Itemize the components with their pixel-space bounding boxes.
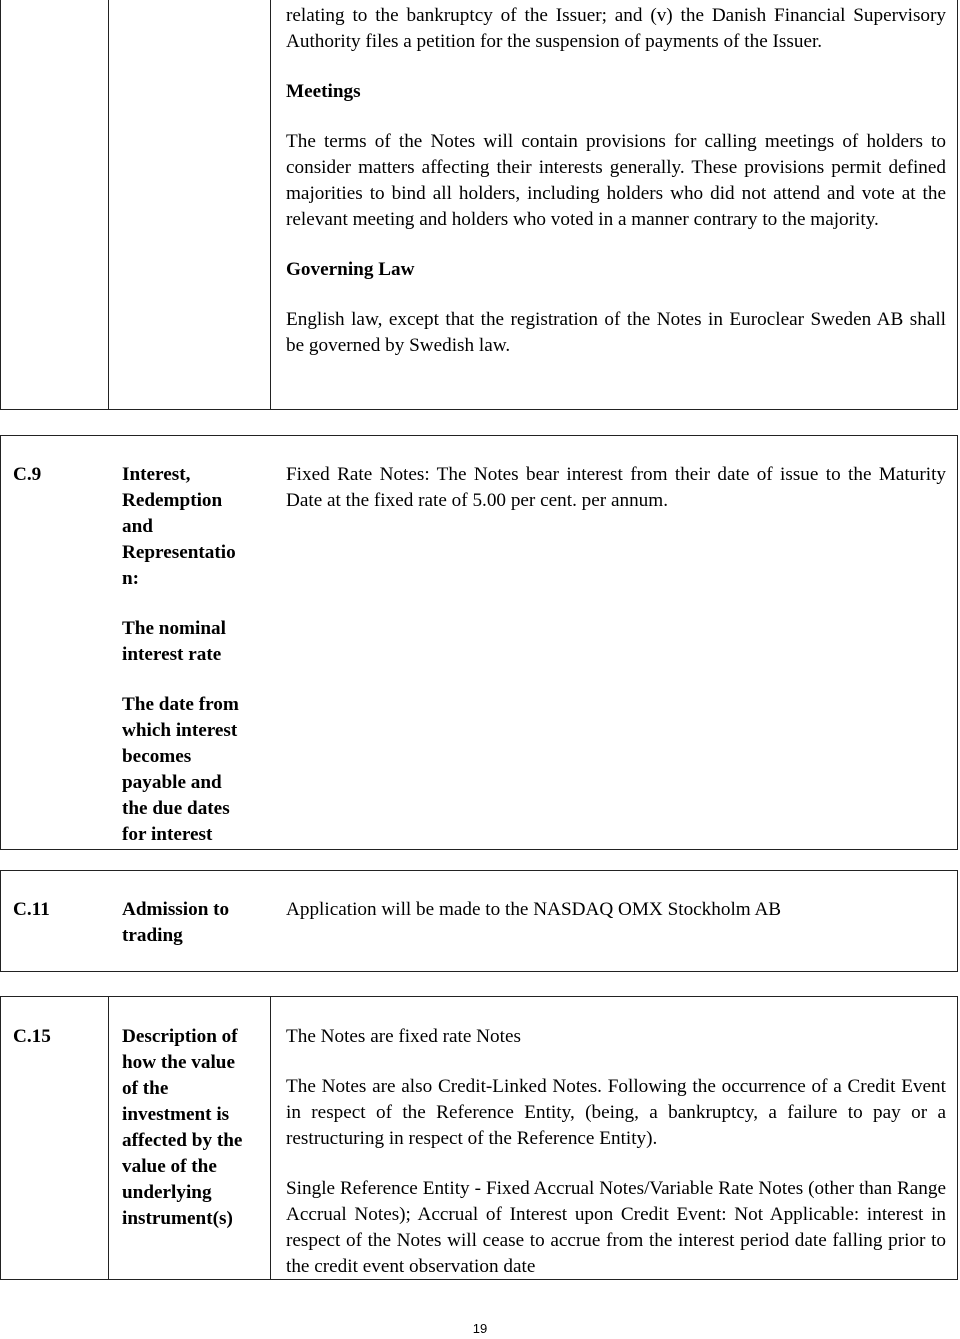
table-section-c15 [0,996,958,1280]
table-section-top [0,0,958,410]
c15-code: C.15 [13,1026,51,1047]
c9-fixed-rate-paragraph: Fixed Rate Notes: The Notes bear interest from their date of issue to the Maturity Date at the fixed rate of 5.00 per cent. per annum. [286,464,946,511]
top-content-cell [286,3,946,359]
governing-law-paragraph: English law, except that the registration of the Notes in Euroclear Sweden AB shall be governed by Swedish law. [286,309,946,356]
c15-fixed-rate-text: The Notes are fixed rate Notes [286,1026,521,1047]
c9-nominal-rate-label: The nominal interest rate [122,618,226,665]
c15-title: Description of how the value of the investment is affected by the value of the underlying instrument(s) [122,1026,243,1229]
c9-interest-dates-label: The date from which interest becomes payable and the due dates for interest [122,694,239,845]
c15-reference-entity-paragraph: Single Reference Entity - Fixed Accrual Notes/Variable Rate Notes (other than Range Accrual Notes); Accrual of Interest upon Credit Event: Not Applicable: interest in respect of the Notes will cease to accrue from the interest period date falling prior to the credit event observation date [286,1178,946,1277]
c15-content-cell [286,1024,946,1280]
page-number: 19 [472,1321,488,1336]
c9-title: Interest, Redemption and Representatio n: [122,464,236,589]
meetings-paragraph: The terms of the Notes will contain provisions for calling meetings of holders to consider matters affecting their interests generally. These provisions permit defined majorities to bind all holders, including holders who did not attend and vote at the relevant meeting and holders who voted in a manner contrary to the majority. [286,131,946,230]
c11-code: C.11 [13,899,50,920]
table-section-c11 [0,870,958,972]
c9-code: C.9 [13,464,42,485]
table-section-c9 [0,435,958,850]
c11-admission-text: Application will be made to the NASDAQ OMX Stockholm AB [286,899,782,920]
meetings-heading: Meetings [286,81,361,102]
c15-title-cell [122,1024,268,1232]
c11-content-cell [286,897,946,923]
governing-law-heading: Governing Law [286,259,415,280]
c11-title: Admission to trading [122,899,230,946]
c9-title-cell [122,462,268,848]
c9-content-cell [286,462,946,514]
bankruptcy-paragraph: relating to the bankruptcy of the Issuer; and (v) the Danish Financial Supervisory Authority files a petition for the suspension of payments of the Issuer. [286,5,946,52]
c15-credit-linked-paragraph: The Notes are also Credit-Linked Notes. Following the occurrence of a Credit Event in respect of the Reference Entity, (being, a bankruptcy, a failure to pay or a restructuring in respect of the Reference Entity). [286,1076,946,1149]
c11-title-cell [122,897,268,949]
